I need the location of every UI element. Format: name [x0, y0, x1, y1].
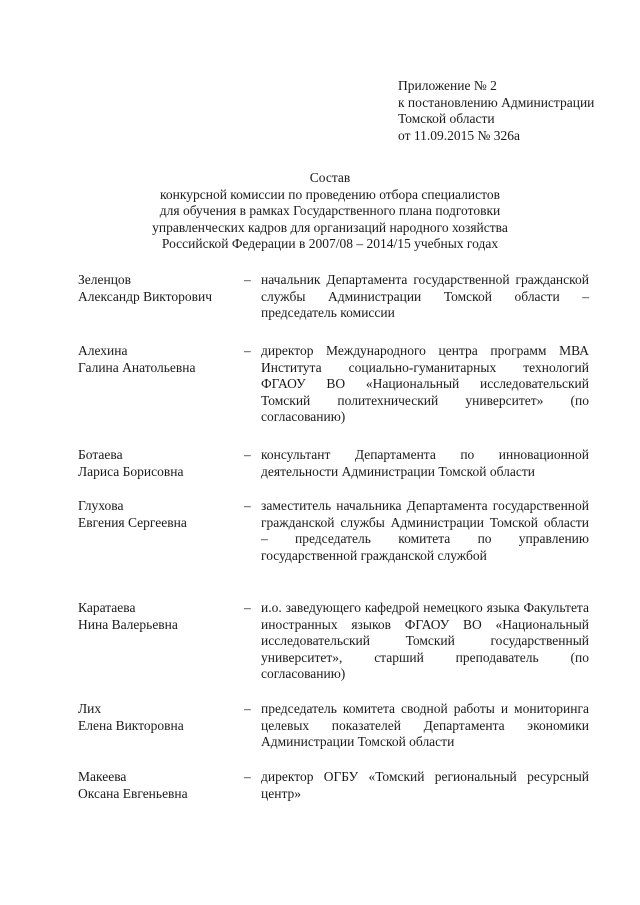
- member-dash: –: [244, 701, 251, 716]
- title-line: Российской Федерации в 2007/08 – 2014/15 учебных годах: [161, 236, 499, 251]
- member-given-names: Евгения Сергеевна: [78, 514, 187, 530]
- member-name: [78, 343, 238, 376]
- title-line: Состав: [309, 170, 351, 185]
- member-name: [78, 769, 238, 802]
- member-name: [78, 272, 238, 305]
- member-dash: –: [244, 272, 251, 287]
- member-name: [78, 600, 238, 633]
- member-role: консультант Департамента по инновационной деятельности Администрации Томской области: [261, 447, 589, 479]
- appendix-line: к постановлению Администрации: [398, 94, 595, 110]
- member-dash: –: [244, 600, 251, 615]
- member-role: начальник Департамента государственной гражданской службы Администрации Томской области – председатель комиссии: [261, 272, 589, 320]
- member-surname: Каратаева: [78, 600, 136, 615]
- member-given-names: Нина Валерьевна: [78, 616, 178, 632]
- member-role: директор ОГБУ «Томский региональный ресурсный центр»: [261, 769, 589, 801]
- appendix-line: Томской области: [398, 111, 495, 126]
- member-role: председатель комитета сводной работы и мониторинга целевых показателей Департамента экономики Администрации Томской области: [261, 701, 589, 749]
- appendix-line: Приложение № 2: [398, 78, 497, 93]
- member-role: заместитель начальника Департамента государственной гражданской службы Администрации Томской области – председатель комитета по управлению государственной гражданской службой: [261, 498, 589, 563]
- member-dash: –: [244, 343, 251, 358]
- title-line: для обучения в рамках Государственного плана подготовки: [159, 203, 501, 218]
- member-role: директор Международного центра программ МВА Института социально-гуманитарных технологий ФГАОУ ВО «Национальный исследовательский Томский политехнический университет» (по согласованию): [261, 343, 589, 424]
- member-dash: –: [244, 498, 251, 513]
- appendix-line: от 11.09.2015 № 326а: [398, 127, 520, 143]
- member-given-names: Лариса Борисовна: [78, 463, 184, 479]
- title-line: конкурсной комиссии по проведению отбора специалистов: [160, 186, 500, 202]
- member-given-names: Александр Викторович: [78, 288, 213, 304]
- member-dash: –: [244, 447, 251, 462]
- member-name: [78, 498, 238, 531]
- member-given-names: Галина Анатольевна: [78, 359, 196, 375]
- member-dash: –: [244, 769, 251, 784]
- member-surname: Ботаева: [78, 447, 123, 462]
- member-surname: Макеева: [78, 769, 127, 784]
- member-surname: Алехина: [78, 343, 128, 358]
- member-surname: Лих: [78, 701, 102, 716]
- member-given-names: Елена Викторовна: [78, 717, 184, 733]
- member-name: [78, 701, 238, 734]
- member-surname: Зеленцов: [78, 272, 132, 287]
- member-given-names: Оксана Евгеньевна: [78, 785, 188, 801]
- member-name: [78, 447, 238, 480]
- member-surname: Глухова: [78, 498, 124, 513]
- document-title: [120, 170, 540, 253]
- appendix-header: [398, 78, 594, 144]
- title-line: управленческих кадров для организаций народного хозяйства: [152, 219, 508, 235]
- member-role: и.о. заведующего кафедрой немецкого языка Факультета иностранных языков ФГАОУ ВО «Национальный исследовательский Томский государственный университет», старший преподаватель (по согласованию): [261, 600, 589, 681]
